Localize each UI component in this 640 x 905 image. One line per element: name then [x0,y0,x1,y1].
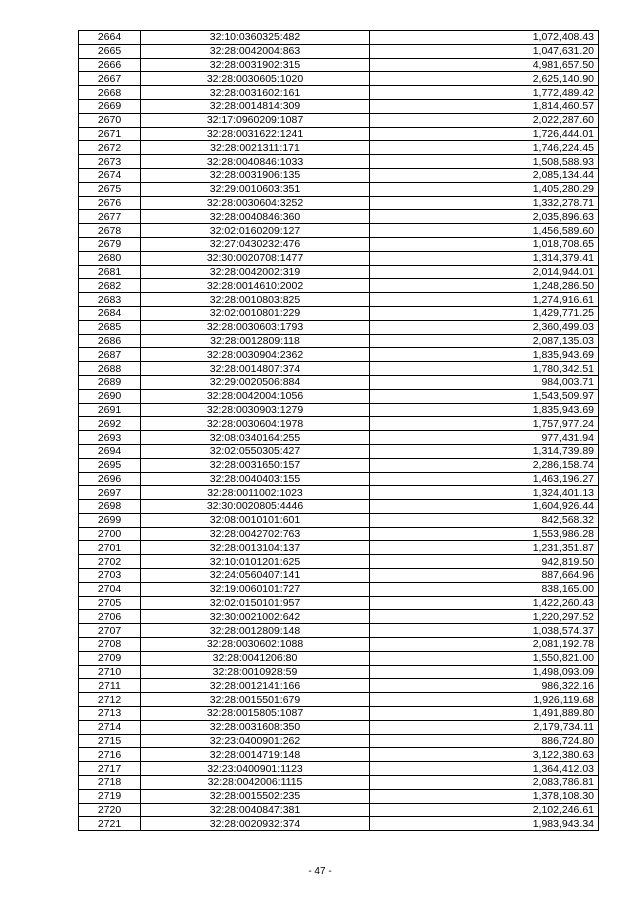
cadastral-value: 1,543,509.97 [370,389,599,403]
row-number: 2667 [79,72,141,86]
cadastral-value: 977,431.94 [370,431,599,445]
cadastral-number: 32:23:0400901:1123 [141,762,370,776]
cadastral-number: 32:28:0014814:309 [141,99,370,113]
cadastral-value: 986,322.16 [370,679,599,693]
row-number: 2709 [79,651,141,665]
row-number: 2688 [79,362,141,376]
row-number: 2682 [79,279,141,293]
table-row [79,638,599,652]
cadastral-value: 2,035,896.63 [370,210,599,224]
cadastral-value: 1,983,943.34 [370,817,599,831]
cadastral-number: 32:28:0031602:161 [141,86,370,100]
table-row [79,582,599,596]
cadastral-value: 1,072,408.43 [370,31,599,45]
table-row [79,168,599,182]
table-row [79,472,599,486]
table-row [79,431,599,445]
cadastral-number: 32:02:0150101:957 [141,596,370,610]
table-row [79,44,599,58]
cadastral-number: 32:24:0560407:141 [141,569,370,583]
cadastral-number: 32:28:0012141:166 [141,679,370,693]
cadastral-value: 2,360,499.03 [370,320,599,334]
table-row [79,113,599,127]
table-row [79,679,599,693]
table-row [79,417,599,431]
table-row [79,196,599,210]
row-number: 2720 [79,803,141,817]
cadastral-number: 32:29:0010603:351 [141,182,370,196]
row-number: 2687 [79,348,141,362]
row-number: 2712 [79,693,141,707]
cadastral-value: 1,772,489.42 [370,86,599,100]
table-row [79,748,599,762]
row-number: 2702 [79,555,141,569]
row-number: 2678 [79,224,141,238]
row-number: 2705 [79,596,141,610]
table-row [79,237,599,251]
table-row [79,762,599,776]
row-number: 2692 [79,417,141,431]
table-row [79,513,599,527]
cadastral-number: 32:28:0031902:315 [141,58,370,72]
table-row [79,155,599,169]
row-number: 2701 [79,541,141,555]
table-row [79,500,599,514]
row-number: 2664 [79,31,141,45]
row-number: 2681 [79,265,141,279]
cadastral-value-table [78,30,599,831]
row-number: 2694 [79,444,141,458]
cadastral-number: 32:28:0030904:2362 [141,348,370,362]
cadastral-value: 1,604,926.44 [370,500,599,514]
row-number: 2691 [79,403,141,417]
cadastral-value: 1,456,589.60 [370,224,599,238]
cadastral-value: 1,332,278.71 [370,196,599,210]
cadastral-value: 887,664.96 [370,569,599,583]
cadastral-number: 32:02:0010801:229 [141,306,370,320]
row-number: 2697 [79,486,141,500]
table-row [79,58,599,72]
row-number: 2716 [79,748,141,762]
row-number: 2684 [79,306,141,320]
row-number: 2673 [79,155,141,169]
row-number: 2698 [79,500,141,514]
cadastral-value: 2,083,786.81 [370,776,599,790]
row-number: 2717 [79,762,141,776]
cadastral-value: 2,102,246.61 [370,803,599,817]
cadastral-number: 32:28:0011002:1023 [141,486,370,500]
cadastral-number: 32:28:0012809:148 [141,624,370,638]
cadastral-number: 32:28:0040403:155 [141,472,370,486]
cadastral-value: 1,550,821.00 [370,651,599,665]
table-row [79,541,599,555]
cadastral-value: 1,746,224.45 [370,141,599,155]
cadastral-value: 2,286,158.74 [370,458,599,472]
cadastral-number: 32:28:0042006:1115 [141,776,370,790]
cadastral-value: 1,780,342.51 [370,362,599,376]
row-number: 2669 [79,99,141,113]
table-row [79,224,599,238]
cadastral-number: 32:30:0020805:4446 [141,500,370,514]
cadastral-value: 1,926,119.68 [370,693,599,707]
table-row [79,707,599,721]
row-number: 2721 [79,817,141,831]
row-number: 2708 [79,638,141,652]
cadastral-number: 32:28:0010803:825 [141,293,370,307]
row-number: 2711 [79,679,141,693]
row-number: 2693 [79,431,141,445]
cadastral-number: 32:19:0060101:727 [141,582,370,596]
row-number: 2718 [79,776,141,790]
table-row [79,624,599,638]
cadastral-value: 2,014,944.01 [370,265,599,279]
cadastral-number: 32:28:0042004:863 [141,44,370,58]
cadastral-value: 1,314,739.89 [370,444,599,458]
cadastral-number: 32:28:0040847:381 [141,803,370,817]
cadastral-value: 1,726,444.01 [370,127,599,141]
table-row [79,665,599,679]
cadastral-number: 32:28:0031622:1241 [141,127,370,141]
cadastral-number: 32:28:0021311:171 [141,141,370,155]
table-row [79,320,599,334]
table-row [79,458,599,472]
cadastral-number: 32:28:0015501:679 [141,693,370,707]
cadastral-number: 32:28:0030603:1793 [141,320,370,334]
row-number: 2677 [79,210,141,224]
cadastral-value: 1,553,986.28 [370,527,599,541]
cadastral-value: 1,463,196.27 [370,472,599,486]
cadastral-number: 32:28:0031650:157 [141,458,370,472]
cadastral-number: 32:28:0031608:350 [141,720,370,734]
cadastral-value: 1,018,708.65 [370,237,599,251]
cadastral-value: 1,248,286.50 [370,279,599,293]
cadastral-value: 4,981,657.50 [370,58,599,72]
cadastral-value: 1,038,574.37 [370,624,599,638]
row-number: 2695 [79,458,141,472]
cadastral-value: 838,165.00 [370,582,599,596]
cadastral-number: 32:30:0020708:1477 [141,251,370,265]
cadastral-number: 32:28:0030605:1020 [141,72,370,86]
cadastral-value: 1,835,943.69 [370,348,599,362]
cadastral-number: 32:28:0015805:1087 [141,707,370,721]
row-number: 2690 [79,389,141,403]
table-row [79,403,599,417]
cadastral-number: 32:28:0015502:235 [141,789,370,803]
row-number: 2672 [79,141,141,155]
cadastral-number: 32:28:0042004:1056 [141,389,370,403]
cadastral-value: 1,757,977.24 [370,417,599,431]
row-number: 2671 [79,127,141,141]
table-row [79,127,599,141]
cadastral-number: 32:28:0020932:374 [141,817,370,831]
table-row [79,693,599,707]
table-row [79,348,599,362]
cadastral-value: 1,835,943.69 [370,403,599,417]
cadastral-value: 1,274,916.61 [370,293,599,307]
table-row [79,789,599,803]
cadastral-value: 1,314,379.41 [370,251,599,265]
row-number: 2685 [79,320,141,334]
row-number: 2699 [79,513,141,527]
table-row [79,651,599,665]
table-row [79,803,599,817]
row-number: 2665 [79,44,141,58]
row-number: 2714 [79,720,141,734]
cadastral-number: 32:28:0042002:319 [141,265,370,279]
row-number: 2666 [79,58,141,72]
table-row [79,734,599,748]
cadastral-number: 32:28:0030604:1978 [141,417,370,431]
table-row [79,251,599,265]
row-number: 2715 [79,734,141,748]
table-row [79,389,599,403]
table-row [79,31,599,45]
cadastral-value: 886,724.80 [370,734,599,748]
table-row [79,817,599,831]
table-row [79,182,599,196]
table-row [79,279,599,293]
table-row [79,72,599,86]
table-body [79,31,599,831]
row-number: 2700 [79,527,141,541]
cadastral-value: 1,491,889.80 [370,707,599,721]
table-row [79,141,599,155]
cadastral-number: 32:28:0013104:137 [141,541,370,555]
row-number: 2719 [79,789,141,803]
cadastral-number: 32:23:0400901:262 [141,734,370,748]
cadastral-number: 32:28:0030602:1088 [141,638,370,652]
cadastral-value: 1,429,771.25 [370,306,599,320]
cadastral-value: 2,085,134.44 [370,168,599,182]
cadastral-number: 32:28:0010928:59 [141,665,370,679]
cadastral-value: 1,364,412.03 [370,762,599,776]
cadastral-value: 1,498,093.09 [370,665,599,679]
row-number: 2670 [79,113,141,127]
cadastral-number: 32:10:0360325:482 [141,31,370,45]
cadastral-number: 32:28:0031906:135 [141,168,370,182]
table-row [79,569,599,583]
row-number: 2679 [79,237,141,251]
row-number: 2707 [79,624,141,638]
row-number: 2710 [79,665,141,679]
table-row [79,444,599,458]
cadastral-value: 1,220,297.52 [370,610,599,624]
cadastral-number: 32:28:0014610:2002 [141,279,370,293]
cadastral-value: 1,378,108.30 [370,789,599,803]
table-row [79,86,599,100]
table-row [79,210,599,224]
cadastral-number: 32:28:0042702:763 [141,527,370,541]
cadastral-number: 32:08:0010101:601 [141,513,370,527]
cadastral-value: 1,508,588.93 [370,155,599,169]
row-number: 2686 [79,334,141,348]
cadastral-value: 842,568.32 [370,513,599,527]
cadastral-number: 32:17:0960209:1087 [141,113,370,127]
cadastral-number: 32:28:0040846:360 [141,210,370,224]
cadastral-value: 984,003.71 [370,375,599,389]
cadastral-number: 32:10:0101201:625 [141,555,370,569]
table-row [79,596,599,610]
cadastral-number: 32:29:0020506:884 [141,375,370,389]
table-row [79,265,599,279]
cadastral-number: 32:28:0014719:148 [141,748,370,762]
table-row [79,527,599,541]
cadastral-value: 2,179,734.11 [370,720,599,734]
cadastral-number: 32:28:0040846:1033 [141,155,370,169]
cadastral-value: 1,814,460.57 [370,99,599,113]
cadastral-number: 32:08:0340164:255 [141,431,370,445]
table-row [79,610,599,624]
row-number: 2676 [79,196,141,210]
row-number: 2674 [79,168,141,182]
table-row [79,776,599,790]
table-row [79,99,599,113]
row-number: 2713 [79,707,141,721]
row-number: 2703 [79,569,141,583]
cadastral-value: 1,405,280.29 [370,182,599,196]
cadastral-number: 32:28:0014807:374 [141,362,370,376]
table-row [79,293,599,307]
cadastral-value: 2,022,287.60 [370,113,599,127]
cadastral-number: 32:28:0012809:118 [141,334,370,348]
row-number: 2696 [79,472,141,486]
cadastral-value: 2,625,140.90 [370,72,599,86]
row-number: 2689 [79,375,141,389]
row-number: 2680 [79,251,141,265]
cadastral-number: 32:28:0030604:3252 [141,196,370,210]
row-number: 2683 [79,293,141,307]
table-row [79,555,599,569]
table-row [79,362,599,376]
row-number: 2706 [79,610,141,624]
row-number: 2675 [79,182,141,196]
cadastral-value: 2,087,135.03 [370,334,599,348]
cadastral-number: 32:28:0030903:1279 [141,403,370,417]
cadastral-value: 942,819.50 [370,555,599,569]
page-number: - 47 - [308,866,332,877]
cadastral-value: 1,231,351.87 [370,541,599,555]
table-row [79,306,599,320]
cadastral-value: 2,081,192.78 [370,638,599,652]
row-number: 2668 [79,86,141,100]
cadastral-number: 32:27:0430232:476 [141,237,370,251]
cadastral-number: 32:28:0041206:80 [141,651,370,665]
cadastral-value: 1,047,631.20 [370,44,599,58]
cadastral-number: 32:30:0021002:642 [141,610,370,624]
table-row [79,334,599,348]
cadastral-value: 1,422,260.43 [370,596,599,610]
cadastral-value: 3,122,380.63 [370,748,599,762]
cadastral-value: 1,324,401.13 [370,486,599,500]
cadastral-number: 32:02:0550305:427 [141,444,370,458]
table-row [79,486,599,500]
table-row [79,375,599,389]
table-row [79,720,599,734]
cadastral-number: 32:02:0160209:127 [141,224,370,238]
row-number: 2704 [79,582,141,596]
